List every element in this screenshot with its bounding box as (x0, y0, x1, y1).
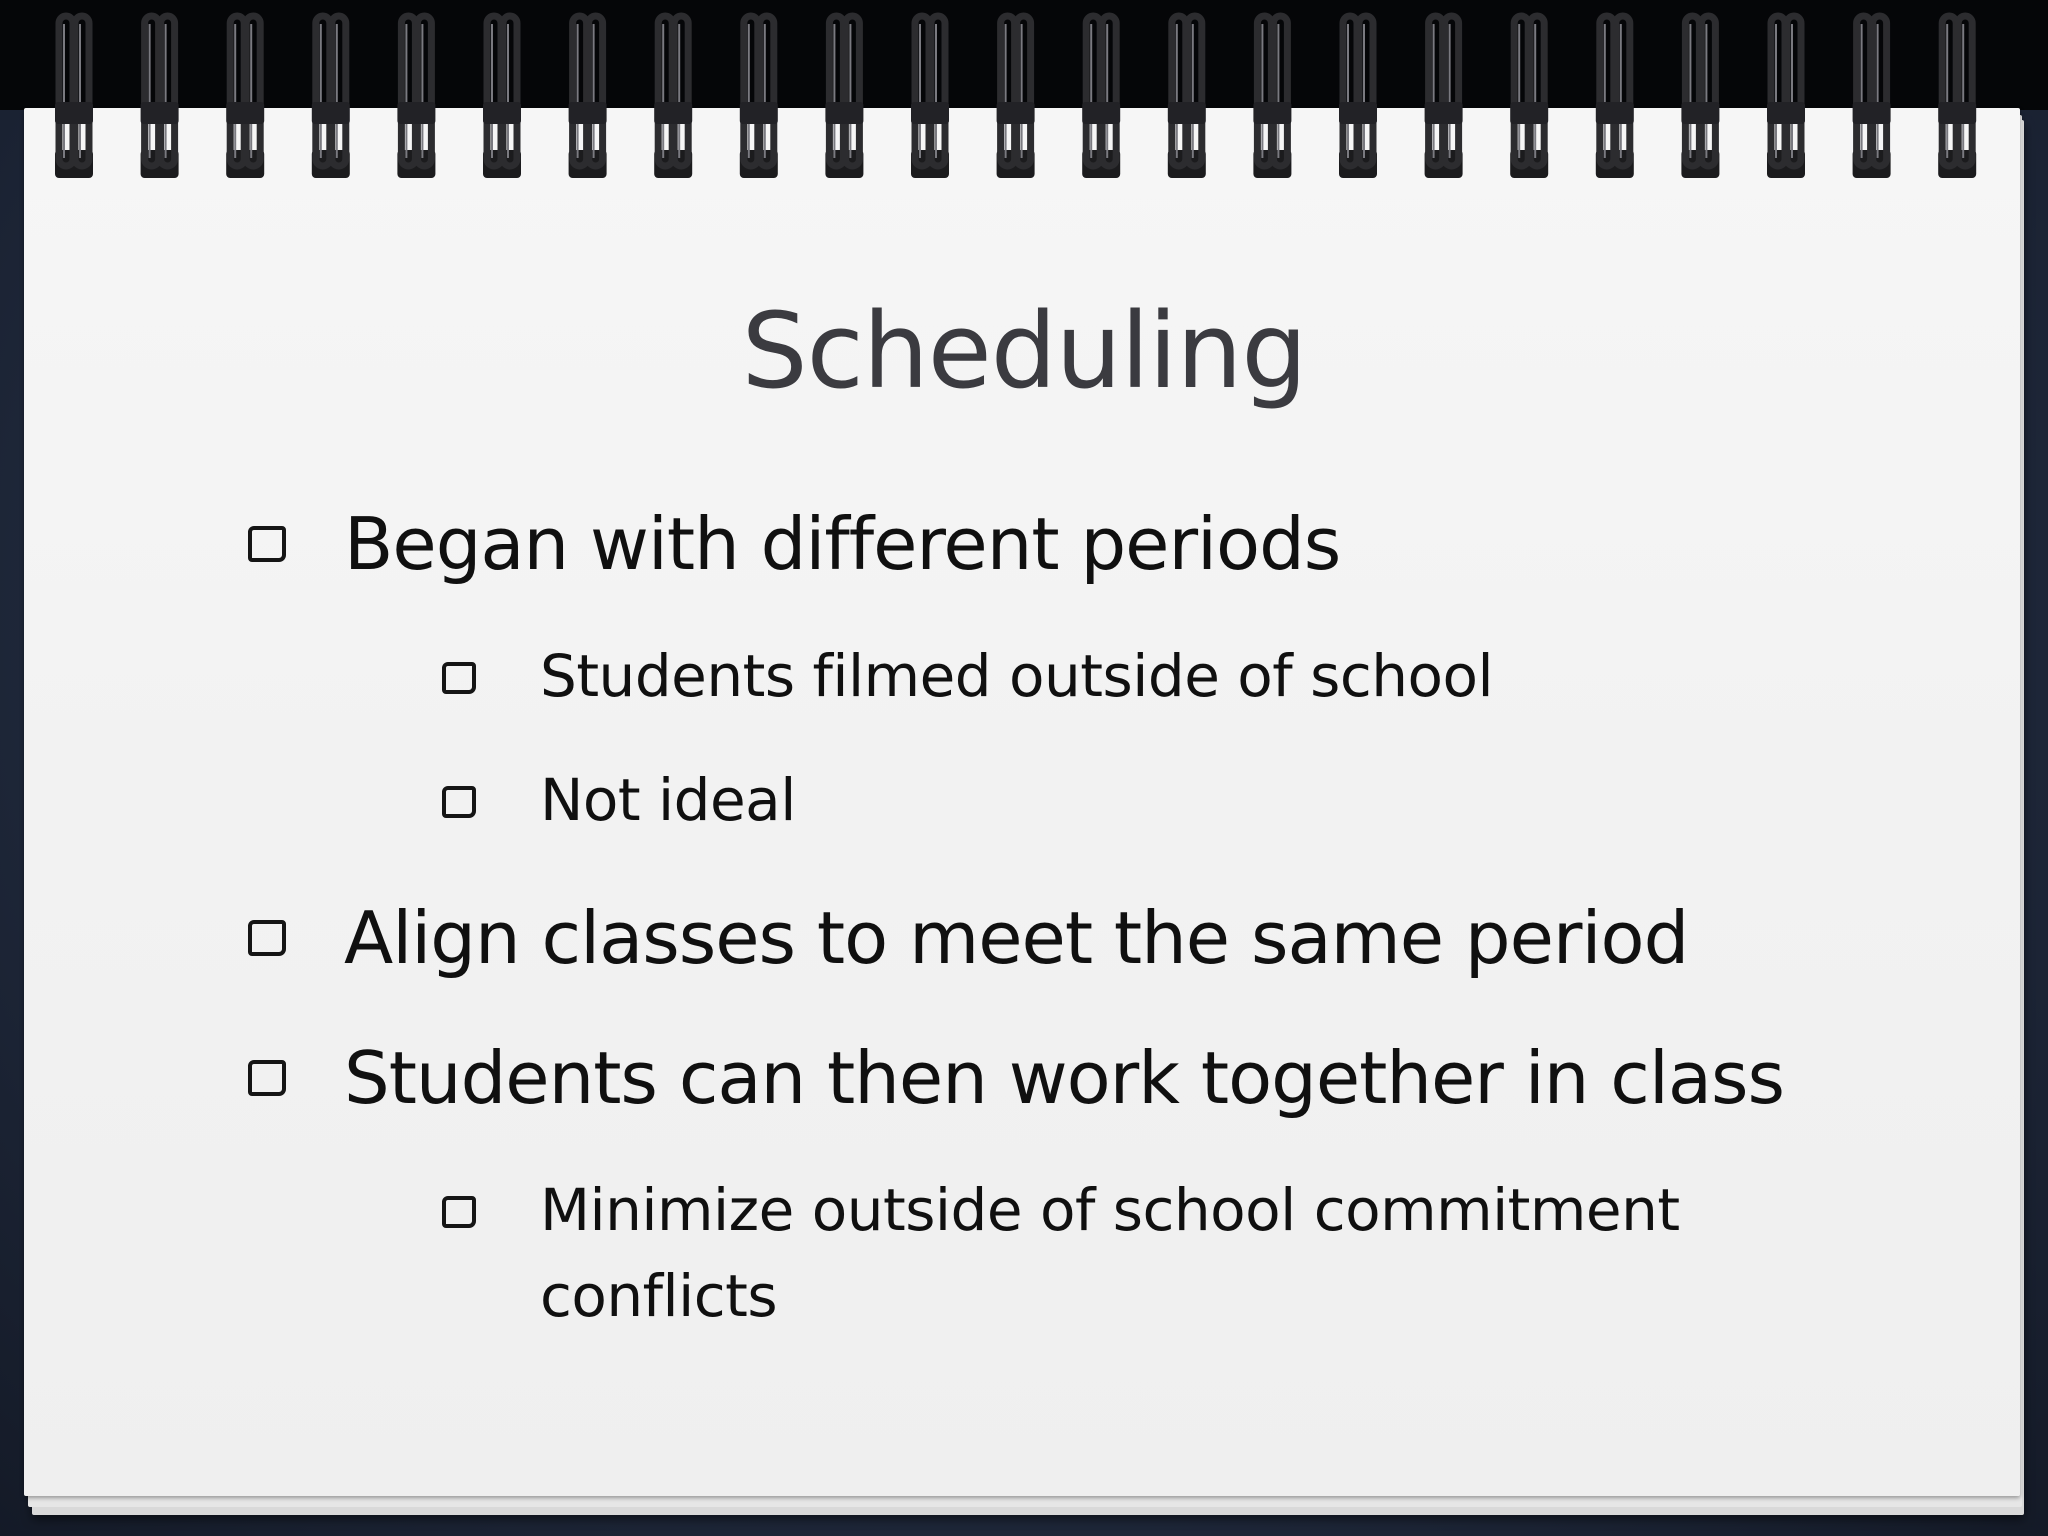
checkbox-icon (248, 920, 286, 956)
sub-bullet-item: Students filmed outside of school (540, 642, 1494, 710)
checkbox-icon (442, 662, 476, 694)
bullet-item: Align classes to meet the same period (344, 896, 1689, 980)
sub-bullet-item: Not ideal (540, 766, 796, 834)
slide-title: Scheduling (741, 290, 1307, 412)
bullet-item: Began with different periods (344, 502, 1341, 586)
bullet-item: Students can then work together in class (344, 1036, 1785, 1120)
checkbox-icon (248, 526, 286, 562)
sub-bullet-item: Minimize outside of school commitment (540, 1176, 1680, 1244)
checkbox-icon (442, 1196, 476, 1228)
checkbox-icon (442, 786, 476, 818)
sub-bullet-continuation: conflicts (540, 1262, 778, 1330)
checkbox-icon (248, 1060, 286, 1096)
